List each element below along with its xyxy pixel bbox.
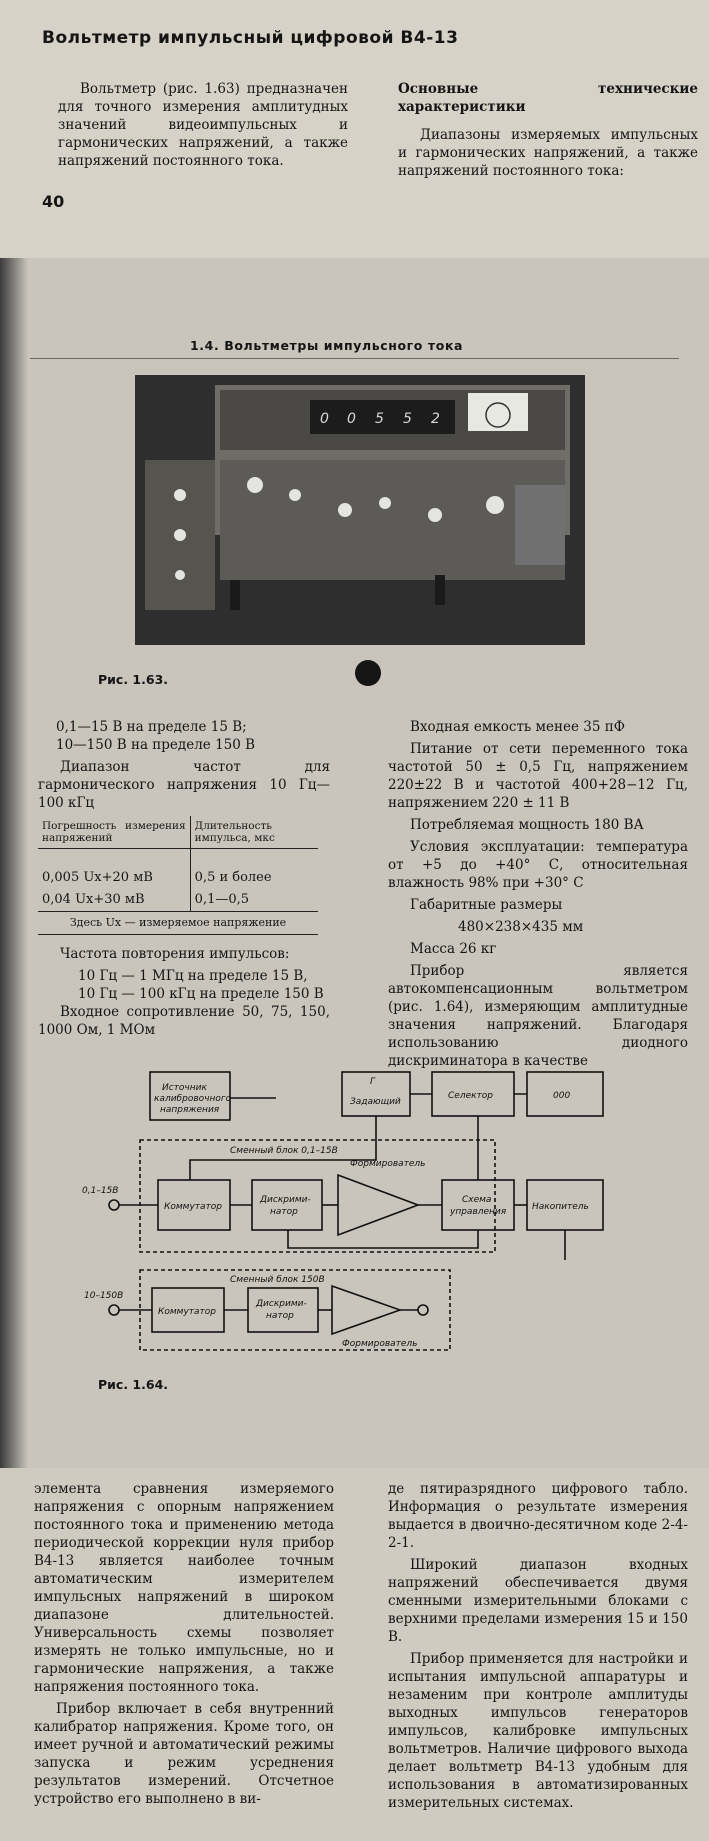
selector-label: Селектор (448, 1091, 494, 1101)
input-impedance: Входное сопротивление 50, 75, 150, 1000 Ом, 1 МОм (38, 1004, 330, 1038)
input-capacitance: Входная емкость менее 35 пФ (410, 719, 625, 735)
shaper-triangle (338, 1175, 418, 1235)
figure-1-64-caption: Рис. 1.64. (98, 1377, 169, 1392)
spec-heading: Основные технические характеристики (398, 81, 698, 115)
range-150: 10—150 В на пределе 150 В (56, 737, 256, 753)
block-diagram (80, 1060, 640, 1360)
table-row (38, 867, 318, 889)
page-top (0, 0, 709, 258)
figure-1-63-caption: Рис. 1.63. (98, 672, 169, 687)
range-paragraph: Широкий диапазон входных напряжений обеспечивается двумя сменными измерительными блоками с верхними пределами измерения 15 и 150 В. (388, 1557, 688, 1645)
svg-text:2: 2 (431, 411, 440, 427)
svg-text:5: 5 (403, 411, 412, 427)
duration-cell: 0,5 и более (190, 867, 318, 889)
power-consumption: Потребляемая мощность 180 ВА (410, 817, 644, 833)
spec-column (398, 80, 698, 184)
discriminator-block (252, 1180, 322, 1230)
bottom-right-column (388, 1480, 688, 1816)
section-title: 1.4. Вольтметры импульсного тока (190, 338, 464, 353)
spec-intro: Диапазоны измеряемых импульсных и гармонических напряжений, а также напряжений постоянного тока: (398, 127, 698, 179)
error-table (38, 816, 318, 911)
commutator-label: Коммутатор (164, 1202, 223, 1212)
operating-conditions: Условия эксплуатации: температура от +5 до +40° С, относительная влажность 98% при +30° С (388, 839, 688, 891)
duration-cell: 0,1—0,5 (190, 889, 318, 911)
power-supply: Питание от сети переменного тока частотой 50 ± 0,5 Гц, напряжением 220±22 В и частотой 400+28−12 Гц, напряжением 220 ± 11 В (388, 741, 688, 811)
table-header-error: Погрешность измерения напряжений (38, 816, 190, 849)
discriminator2-label-1: Дискрими- (256, 1299, 307, 1309)
device-description: Прибор является автокомпенсационным вольтметром (рис. 1.64), измеряющим амплитудные значения напряжений. Благодаря использованию диодного дискриминатора в качестве (388, 963, 688, 1069)
calibrator-paragraph: Прибор включает в себя внутренний калибратор напряжения. Кроме того, он имеет ручной и автоматический режимы запуска и режим усреднения результатов измерений. Отсчетное устройство его выполнено в ви- (34, 1701, 334, 1807)
error-cell: 0,005 Ux+20 мВ (42, 870, 153, 885)
svg-text:0: 0 (320, 411, 329, 427)
discriminator2-label-2: натор (266, 1311, 294, 1321)
page-bottom (0, 1468, 709, 1841)
page-number: 40 (42, 192, 65, 211)
mass: Масса 26 кг (410, 941, 497, 957)
generator-block (342, 1072, 410, 1116)
calibrator-label-3: напряжения (160, 1105, 220, 1115)
table-header-duration: Длительность импульса, мкс (190, 816, 318, 849)
calibrator-label-2: калибровочного (154, 1094, 232, 1104)
dimensions: 480×238×435 мм (458, 919, 584, 935)
display-label: 000 (553, 1091, 571, 1101)
repetition-15: 10 Гц — 1 МГц на пределе 15 В, (78, 968, 308, 984)
application-paragraph: Прибор применяется для настройки и испытания импульсной аппаратуры и незаменим при контроле амплитуды выходных импульсов генераторов импульсов, калибровке импульсных вольтметров. Наличие цифрового выхода делает вольтметр В4-13 удобным для использования в автоматизированных измерительных системах. (388, 1651, 688, 1811)
svg-text:0: 0 (347, 411, 356, 427)
document-title: Вольтметр импульсный цифровой В4-13 (42, 28, 459, 48)
control-label-1: Схема (462, 1195, 492, 1205)
discriminator-label-1: Дискрими- (260, 1195, 311, 1205)
discriminator-label-2: натор (270, 1207, 298, 1217)
repetition-title: Частота повторения импульсов: (60, 946, 290, 962)
accumulator-label: Накопитель (532, 1202, 589, 1212)
input2-label: 10–150В (84, 1291, 124, 1301)
error-cell: 0,04 Ux+30 мВ (42, 892, 145, 907)
shaper-label: Формирователь (350, 1159, 426, 1169)
section-rule (30, 358, 679, 359)
range-15: 0,1—15 В на пределе 15 В; (56, 719, 247, 735)
generator-label: Задающий (350, 1097, 401, 1107)
control-block (442, 1180, 514, 1230)
intro-column (58, 80, 348, 174)
bottom-left-column (34, 1480, 334, 1812)
control-label-2: управления (450, 1207, 507, 1217)
commutator-label-2: Коммутатор (158, 1307, 217, 1317)
device-photo (135, 375, 585, 645)
continuation-paragraph: элемента сравнения измеряемого напряжения с опорным напряжением постоянного тока и применению метода периодической коррекции нуля прибор В4-13 является наиболее точным автоматическим измерителем импульсных напряжений в широком диапазоне длительностей. Универсальность схемы позволяет измерять не только импульсные, но и гармонические напряжения, а также напряжения постоянного тока. (34, 1481, 334, 1695)
discriminator-block-2 (248, 1288, 318, 1332)
block1-label: Сменный блок 0,1–15В (230, 1146, 338, 1156)
table-note: Здесь Ux — измеряемое напряжение (38, 911, 318, 935)
right-spec-column (388, 718, 688, 1074)
calibrator-label-1: Источник (162, 1083, 207, 1093)
input1-label: 0,1–15В (82, 1186, 119, 1196)
block2-label: Сменный блок 150В (230, 1275, 325, 1285)
dimensions-label: Габаритные размеры (410, 897, 563, 913)
display-paragraph: де пятиразрядного цифрового табло. Информация о результате измерения выдается в двоично-десятичном коде 2-4-2-1. (388, 1481, 688, 1551)
freq-range: Диапазон частот для гармонического напряжения 10 Гц—100 кГц (38, 759, 330, 811)
shaper-label-2: Формирователь (342, 1339, 418, 1349)
intro-paragraph: Вольтметр (рис. 1.63) предназначен для точного измерения амплитудных значений видеоимпульсных и гармонических напряжений, а также напряжений постоянного тока. (58, 81, 348, 169)
table-row (38, 889, 318, 911)
repetition-150: 10 Гц — 100 кГц на пределе 150 В (78, 986, 324, 1002)
generator-letter: Г (370, 1077, 376, 1087)
left-spec-column (38, 718, 330, 1043)
svg-text:5: 5 (375, 411, 384, 427)
